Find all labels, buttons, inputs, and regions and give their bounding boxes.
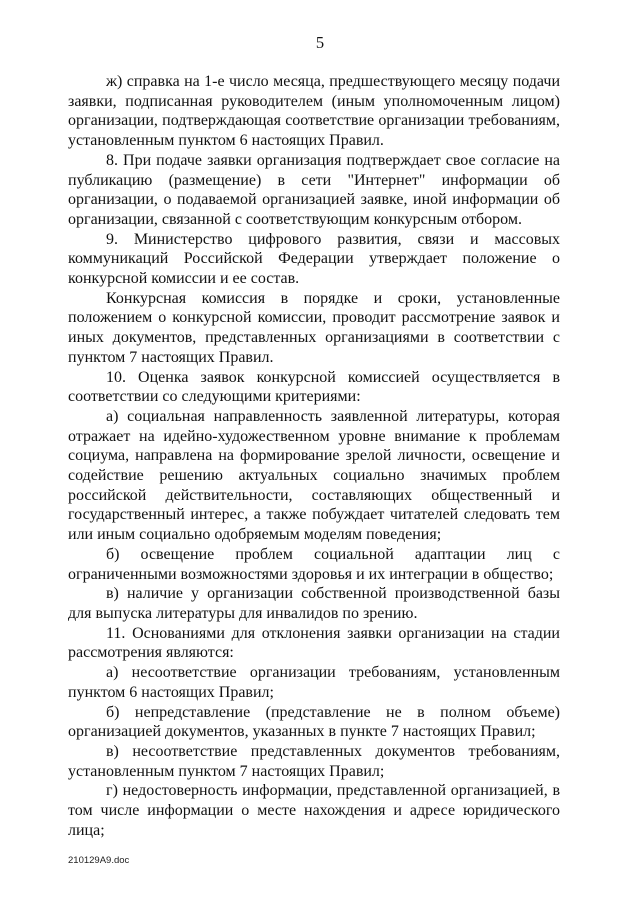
criterion-b-adaptation: б) освещение проблем социальной адаптации лиц с ограниченными возможностями здоровья и их интеграции в общество; — [68, 545, 560, 583]
rejection-a-noncompliance: а) несоответствие организации требованиям, установленным пунктом 6 настоящих Правил; — [68, 664, 560, 701]
paragraph-commission-review: Конкурсная комиссия в порядке и сроки, установленные положением о конкурсной комиссии, проводит рассмотрение заявок и иных документов, представленных организациями в соответствии с пунктом 7 настоящих Правил. — [68, 289, 560, 366]
paragraph-item-zh-certificate: ж) справка на 1-е число месяца, предшествующего месяцу подачи заявки, подписанная руководителем (иным уполномоченным лицом) организации, подтверждающая соответствие организации требованиям, установленным пунктом 6 настоящих Правил. — [68, 73, 560, 150]
paragraph-10-evaluation: 10. Оценка заявок конкурсной комиссией осуществляется в соответствии со следующими критериями: — [68, 368, 560, 406]
paragraph-9-ministry: 9. Министерство цифрового развития, связи и массовых коммуникаций Российской Федерации утверждает положение о конкурсной комиссии и ее состав. — [68, 230, 560, 288]
rejection-b-missing-documents: б) непредставление (представление не в полном объеме) организацией документов, указанных в пункте 7 настоящих Правил; — [68, 703, 560, 741]
paragraph-11-rejection: 11. Основаниями для отклонения заявки организации на стадии рассмотрения являются: — [68, 624, 560, 662]
document-body — [68, 72, 560, 840]
footer-document-code: 210129A9.doc — [68, 855, 130, 866]
rejection-g-false-information: г) недостоверность информации, представленной организацией, в том числе информации о месте нахождения и адресе юридического лица; — [68, 782, 560, 839]
criterion-a-social-focus: а) социальная направленность заявленной литературы, которая отражает на идейно-художественном уровне внимание к проблемам социума, направлена на формирование зрелой личности, освещение и содействие решению актуальных социально значимых проблем российской действительности, составляющих общественный и государственный интерес, а также побуждает читателей следовать тем или иным социально одобряемым моделям поведения; — [68, 407, 560, 544]
criterion-v-production-base: в) наличие у организации собственной производственной базы для выпуска литературы для инвалидов по зрению. — [68, 585, 560, 622]
page-number: 5 — [315, 33, 325, 52]
paragraph-8-consent: 8. При подаче заявки организация подтверждает свое согласие на публикацию (размещение) в сети "Интернет" информации об организации, о подаваемой организацией заявке, иной информации об организации, связанной с соответствующим конкурсным отбором. — [68, 151, 560, 228]
rejection-v-document-mismatch: в) несоответствие представленных документов требованиям, установленным пунктом 7 настоящих Правил; — [68, 742, 560, 780]
